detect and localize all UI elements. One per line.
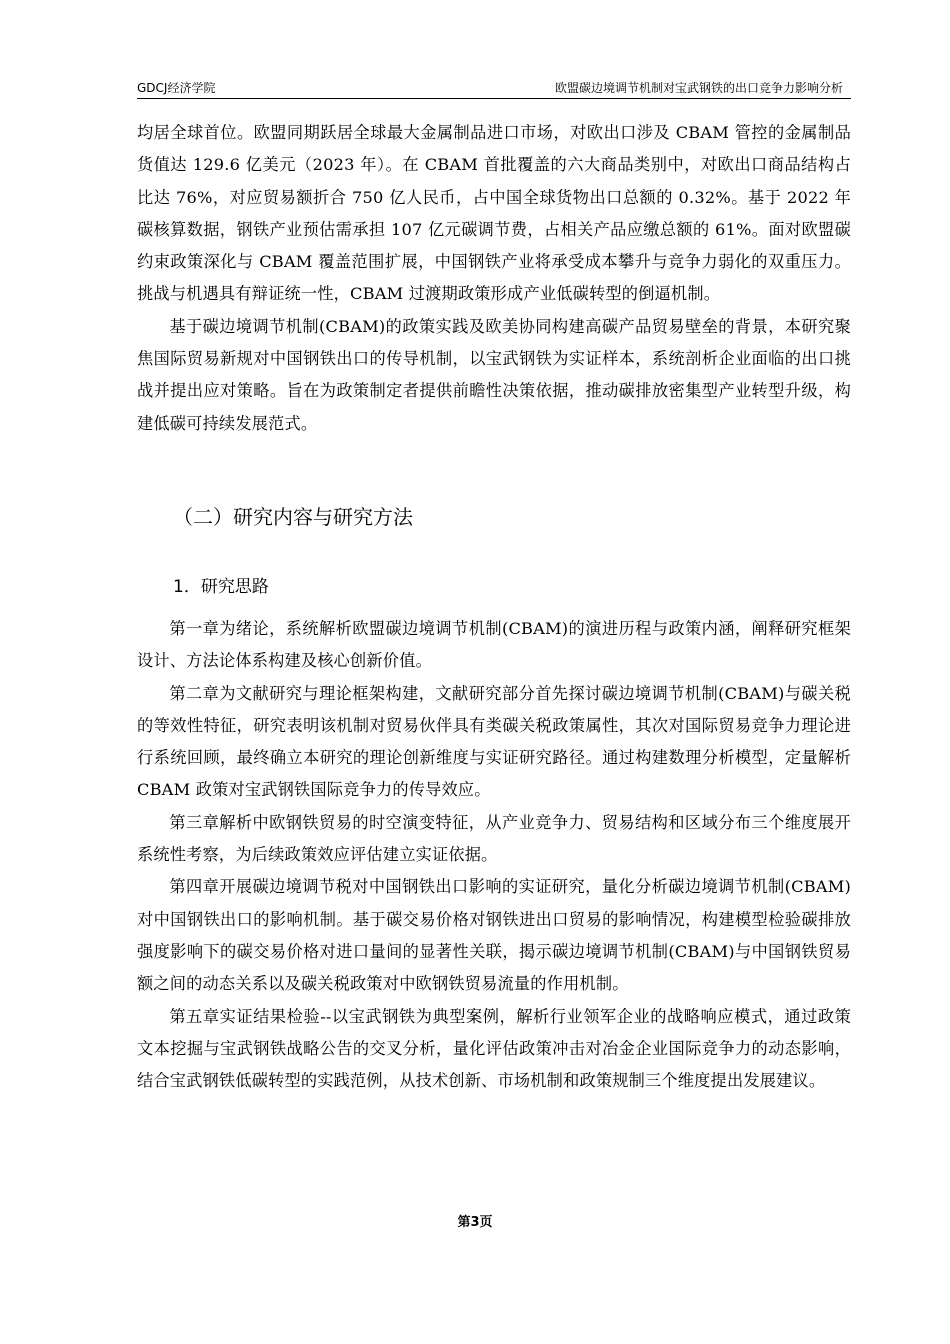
header-title: 欧盟碳边境调节机制对宝武钢铁的出口竞争力影响分析 — [554, 81, 843, 95]
body-bottom — [137, 613, 851, 1097]
subsection-title: 1．研究思路 — [173, 577, 269, 597]
paragraph: 第五章实证结果检验--以宝武钢铁为典型案例，解析行业领军企业的战略响应模式，通过政策文本挖掘与宝武钢铁战略公告的交叉分析，量化评估政策冲击对冶金企业国际竞争力的动态影响，结合宝武钢铁低碳转型的实践范例，从技术创新、市场机制和政策规制三个维度提出发展建议。 — [137, 1006, 851, 1091]
paragraph: 第四章开展碳边境调节税对中国钢铁出口影响的实证研究，量化分析碳边境调节机制(CBAM)对中国钢铁出口的影响机制。基于碳交易价格对钢铁进出口贸易的影响情况，构建模型检验碳排放强度影响下的碳交易价格对进口量间的显著性关联，揭示碳边境调节机制(CBAM)与中国钢铁贸易额之间的动态关系以及碳关税政策对中欧钢铁贸易流量的作用机制。 — [137, 877, 851, 994]
paragraph: 均居全球首位。欧盟同期跃居全球最大金属制品进口市场，对欧出口涉及 CBAM 管控的金属制品货值达 129.6 亿美元（2023 年）。在 CBAM 首批覆盖的六大商品类别中，对欧出口商品结构占比达 76%，对应贸易额折合 750 亿人民币，占中国全球货物出口总额的 0.32%。基于 2022 年碳核算数据，钢铁产业预估需承担 107 亿元碳调节费，占相关产品应缴总额的 61%。面对欧盟碳约束政策深化与 CBAM 覆盖范围扩展，中国钢铁产业将承受成本攀升与竞争力弱化的双重压力。挑战与机遇具有辩证统一性，CBAM 过渡期政策形成产业低碳转型的倒逼机制。 — [137, 123, 851, 304]
body-top — [137, 117, 851, 440]
paragraph: 基于碳边境调节机制(CBAM)的政策实践及欧美协同构建高碳产品贸易壁垒的背景，本研究聚焦国际贸易新规对中国钢铁出口的传导机制，以宝武钢铁为实证样本，系统剖析企业面临的出口挑战并提出应对策略。旨在为政策制定者提供前瞻性决策依据，推动碳排放密集型产业转型升级，构建低碳可持续发展范式。 — [137, 316, 851, 433]
page-header — [137, 80, 851, 99]
paragraph: 第三章解析中欧钢铁贸易的时空演变特征，从产业竞争力、贸易结构和区域分布三个维度展开系统性考察，为后续政策效应评估建立实证依据。 — [137, 812, 851, 865]
section-title: （二）研究内容与研究方法 — [173, 505, 413, 529]
paragraph: 第二章为文献研究与理论框架构建，文献研究部分首先探讨碳边境调节机制(CBAM)与碳关税的等效性特征，研究表明该机制对贸易伙伴具有类碳关税政策属性，其次对国际贸易竞争力理论进行系统回顾，最终确立本研究的理论创新维度与实证研究路径。通过构建数理分析模型，定量解析 CBAM 政策对宝武钢铁国际竞争力的传导效应。 — [137, 683, 851, 800]
paragraph: 第一章为绪论，系统解析欧盟碳边境调节机制(CBAM)的演进历程与政策内涵，阐释研究框架设计、方法论体系构建及核心创新价值。 — [137, 619, 851, 671]
page-number: 第3页 — [457, 1215, 493, 1230]
header-institution: GDCJ经济学院 — [137, 81, 216, 95]
